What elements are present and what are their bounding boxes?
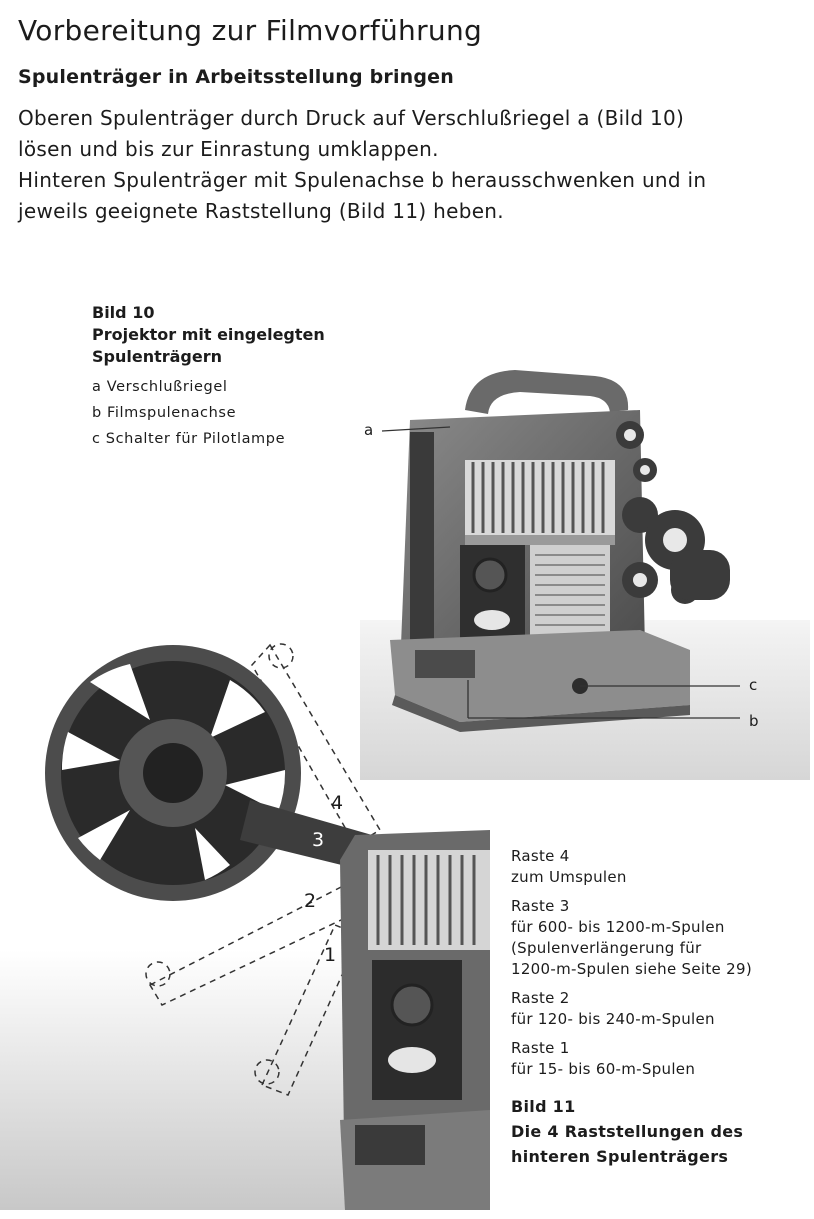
- film-reel: [45, 645, 301, 901]
- paragraph-line: jeweils geeignete Raststellung (Bild 11) heben.: [18, 199, 504, 223]
- figure10-title-line: Projektor mit eingelegten: [92, 325, 325, 344]
- paragraph-line: lösen und bis zur Einrastung umklappen.: [18, 137, 439, 161]
- callout-a: a: [364, 421, 374, 439]
- figure11-reel-illustration: [0, 620, 490, 1210]
- raste-title: Raste 2: [511, 989, 570, 1007]
- raste-entry-4: [511, 846, 811, 888]
- position-number-2: 2: [304, 890, 317, 912]
- position-number-3: 3: [312, 829, 325, 851]
- page-title: Vorbereitung zur Filmvorführung: [18, 14, 483, 47]
- raste-text: für 15- bis 60-m-Spulen: [511, 1060, 696, 1078]
- position-number-1: 1: [324, 944, 337, 966]
- raste-title: Raste 1: [511, 1039, 570, 1057]
- figure11-title-line: Die 4 Raststellungen des: [511, 1122, 744, 1141]
- instruction-paragraph: [18, 103, 808, 227]
- raste-text: (Spulenverlängerung für: [511, 939, 702, 957]
- figure10-label: Bild 10: [92, 303, 155, 322]
- raste-title: Raste 4: [511, 847, 570, 865]
- raste-text: 1200-m-Spulen siehe Seite 29): [511, 960, 752, 978]
- figure10-title-line: Spulenträgern: [92, 347, 223, 366]
- raste-legend: [511, 846, 811, 1169]
- callout-b: b: [749, 712, 759, 730]
- figure10-legend: [92, 374, 325, 452]
- raste-text: für 600- bis 1200-m-Spulen: [511, 918, 725, 936]
- legend-item-c: c Schalter für Pilotlampe: [92, 431, 286, 447]
- figure11-title-line: hinteren Spulenträgers: [511, 1147, 729, 1166]
- raste-text: zum Umspulen: [511, 868, 627, 886]
- raste-entry-2: [511, 988, 811, 1030]
- figure10-caption: [92, 302, 325, 452]
- figure11-label: Bild 11: [511, 1097, 576, 1116]
- legend-item-a: a Verschlußriegel: [92, 379, 228, 395]
- raste-entry-1: [511, 1038, 811, 1080]
- section-subtitle: Spulenträger in Arbeitsstellung bringen: [18, 66, 454, 88]
- raste-title: Raste 3: [511, 897, 570, 915]
- callout-c: c: [749, 676, 758, 694]
- paragraph-line: Hinteren Spulenträger mit Spulenachse b herausschwenken und in: [18, 168, 707, 192]
- figure11-caption: [511, 1094, 811, 1169]
- legend-item-b: b Filmspulenachse: [92, 405, 237, 421]
- raste-entry-3: [511, 896, 811, 980]
- raste-text: für 120- bis 240-m-Spulen: [511, 1010, 715, 1028]
- position-number-4: 4: [331, 792, 344, 814]
- paragraph-line: Oberen Spulenträger durch Druck auf Verschlußriegel a (Bild 10): [18, 106, 685, 130]
